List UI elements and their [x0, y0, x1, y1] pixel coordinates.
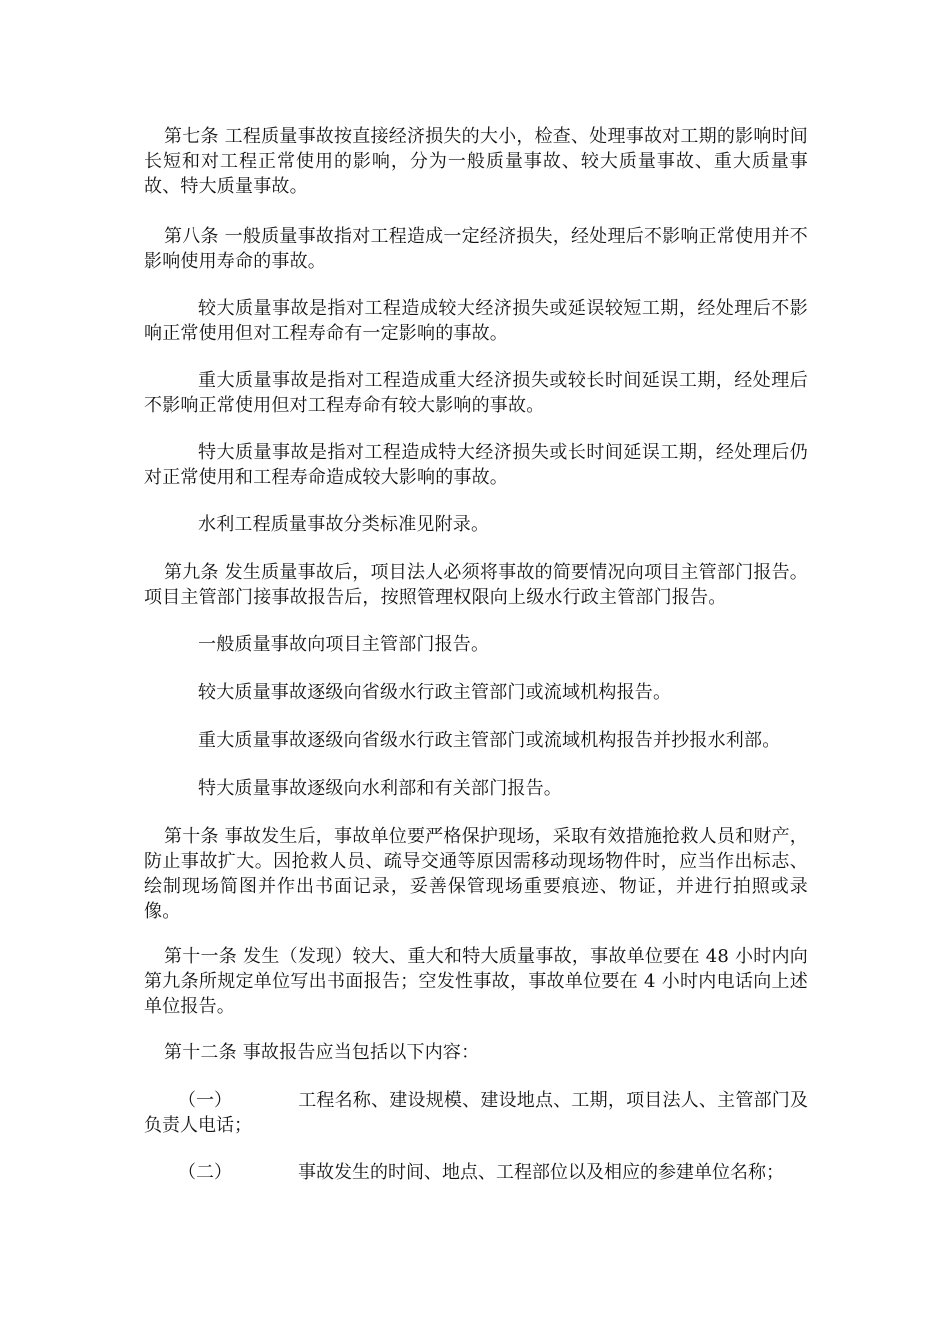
article-10: 第十条 事故发生后，事故单位要严格保护现场，采取有效措施抢救人员和财产，防止事故扩大。因抢救人员、疏导交通等原因需移动现场物件时，应当作出标志、绘制现场简图并作出书面记录，妥善保管现场重要痕迹、物证，并进行拍照或录像。: [144, 826, 808, 922]
article-8-major: 较大质量事故是指对工程造成较大经济损失或延误较短工期，经处理后不影响正常使用但对工程寿命有一定影响的事故。: [144, 298, 808, 344]
list-item: [144, 1160, 808, 1185]
article-9-major: 较大质量事故逐级向省级水行政主管部门或流域机构报告。: [198, 682, 672, 703]
article-8-appendix-note: 水利工程质量事故分类标准见附录。: [198, 514, 490, 535]
article-12: 第十二条 事故报告应当包括以下内容：: [164, 1042, 480, 1063]
list-item-number: （一）: [178, 1090, 232, 1111]
list-item-text: 事故发生的时间、地点、工程部位以及相应的参建单位名称；: [298, 1162, 784, 1183]
article-9-extraordinary: 特大质量事故逐级向水利部和有关部门报告。: [198, 778, 562, 799]
article-8-extraordinary: 特大质量事故是指对工程造成特大经济损失或长时间延误工期，经处理后仍对正常使用和工程寿命造成较大影响的事故。: [144, 442, 808, 488]
article-9: 第九条 发生质量事故后，项目法人必须将事故的简要情况向项目主管部门报告。项目主管部门接事故报告后，按照管理权限向上级水行政主管部门报告。: [144, 562, 808, 608]
article-8-serious: 重大质量事故是指对工程造成重大经济损失或较长时间延误工期，经处理后不影响正常使用但对工程寿命有较大影响的事故。: [144, 370, 808, 416]
list-item-text: 工程名称、建设规模、建设地点、工期，项目法人、主管部门及负责人电话；: [144, 1090, 808, 1136]
article-9-general: 一般质量事故向项目主管部门报告。: [198, 634, 490, 655]
article-11: 第十一条 发生（发现）较大、重大和特大质量事故，事故单位要在 48 小时内向第九条所规定单位写出书面报告；空发性事故，事故单位要在 4 小时内电话向上述单位报告。: [144, 946, 808, 1017]
article-9-serious: 重大质量事故逐级向省级水行政主管部门或流域机构报告并抄报水利部。: [198, 730, 781, 751]
list-item: [144, 1088, 808, 1138]
article-7: 第七条 工程质量事故按直接经济损失的大小，检查、处理事故对工期的影响时间长短和对工程正常使用的影响，分为一般质量事故、较大质量事故、重大质量事故、特大质量事故。: [144, 126, 808, 197]
article-8: 第八条 一般质量事故指对工程造成一定经济损失，经处理后不影响正常使用并不影响使用寿命的事故。: [144, 226, 808, 272]
list-item-number: （二）: [178, 1162, 232, 1183]
